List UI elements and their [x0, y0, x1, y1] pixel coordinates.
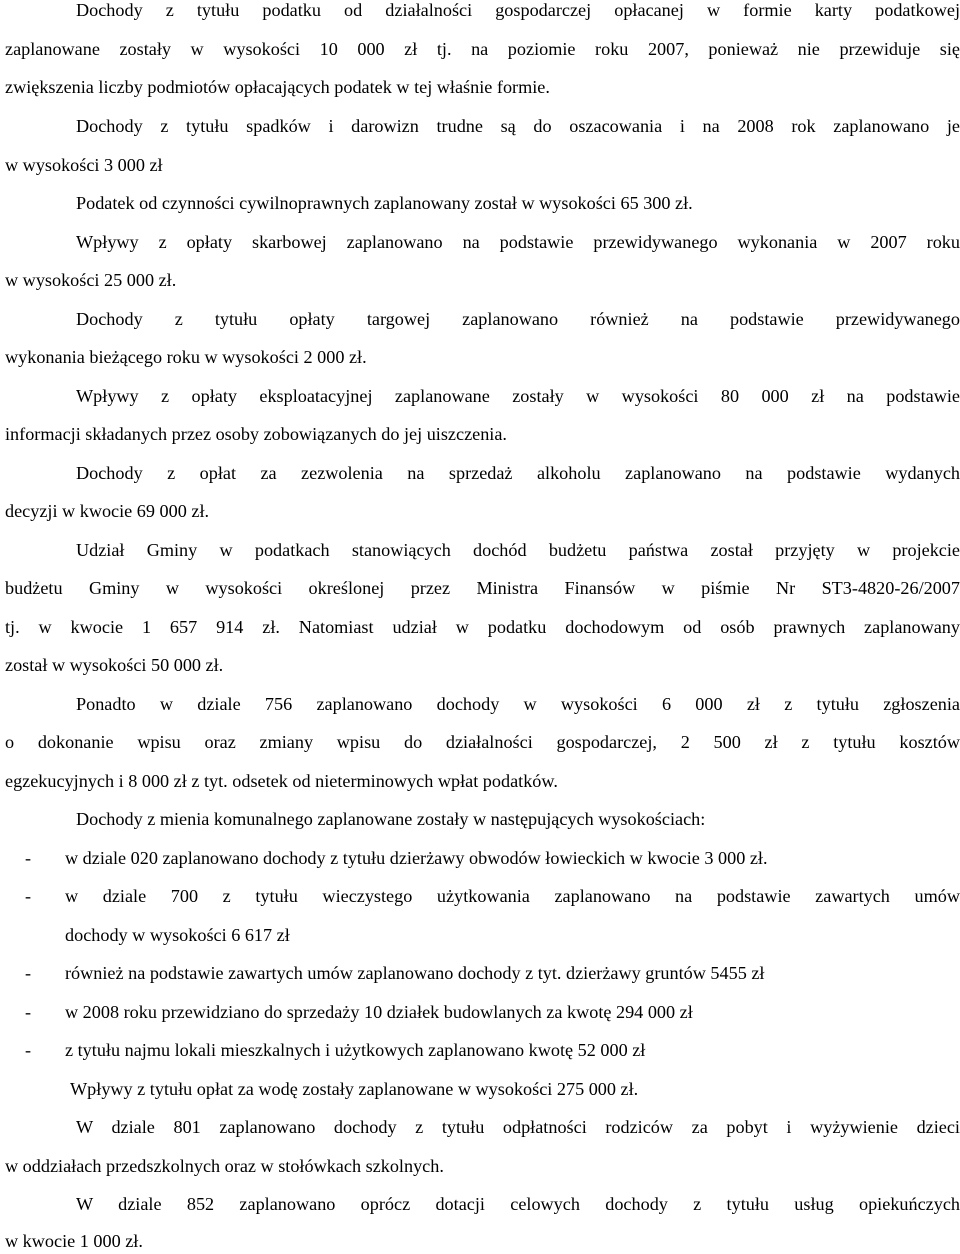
list-dash-marker: -: [25, 1002, 32, 1022]
list-item-text: z tytułu najmu lokali mieszkalnych i użytkowych zaplanowano kwotę 52 000 zł: [65, 1040, 646, 1060]
list-item-text: w 2008 roku przewidziano do sprzedaży 10 działek budowlanych za kwotę 294 000 zł: [65, 1002, 693, 1022]
text-line: egzekucyjnych i 8 000 zł z tyt. odsetek od nieterminowych wpłat podatków.: [5, 771, 558, 791]
text-line: decyzji w kwocie 69 000 zł.: [5, 501, 210, 521]
text-line: w kwocie 1 000 zł.: [5, 1231, 143, 1251]
text-line: Wpływy z tytułu opłat za wodę zostały zaplanowane w wysokości 275 000 zł.: [70, 1079, 639, 1099]
list-item-text: również na podstawie zawartych umów zaplanowano dochody z tyt. dzierżawy gruntów 5455 zł: [65, 963, 765, 983]
list-item-text: w dziale 700 z tytułu wieczystego użytkowania zaplanowano na podstawie zawartych umów: [65, 886, 960, 906]
text-line: został w wysokości 50 000 zł.: [5, 655, 224, 675]
text-line: Ponadto w dziale 756 zaplanowano dochody w wysokości 6 000 zł z tytułu zgłoszenia: [76, 694, 960, 714]
list-dash-marker: -: [25, 963, 32, 983]
text-line: Dochody z tytułu spadków i darowizn trudne są do oszacowania i na 2008 rok zaplanowano je: [76, 116, 960, 136]
text-line: informacji składanych przez osoby zobowiązanych do jej uiszczenia.: [5, 424, 507, 444]
text-line: Dochody z tytułu podatku od działalności gospodarczej opłacanej w formie karty podatkowej: [76, 0, 960, 20]
text-line: Dochody z tytułu opłaty targowej zaplanowano również na podstawie przewidywanego: [76, 309, 960, 329]
list-item-text: dochody w wysokości 6 617 zł: [65, 925, 290, 945]
text-line: Dochody z opłat za zezwolenia na sprzedaż alkoholu zaplanowano na podstawie wydanych: [76, 463, 960, 483]
text-line: w wysokości 3 000 zł: [5, 155, 163, 175]
text-line: zwiększenia liczby podmiotów opłacających podatek w tej właśnie formie.: [5, 77, 550, 97]
text-line: w oddziałach przedszkolnych oraz w stołówkach szkolnych.: [5, 1156, 444, 1176]
text-line: w wysokości 25 000 zł.: [5, 270, 177, 290]
text-line: Wpływy z opłaty eksploatacyjnej zaplanowane zostały w wysokości 80 000 zł na podstawie: [76, 386, 960, 406]
text-line: Udział Gminy w podatkach stanowiących dochód budżetu państwa został przyjęty w projekcie: [76, 540, 960, 560]
text-line: Wpływy z opłaty skarbowej zaplanowano na podstawie przewidywanego wykonania w 2007 roku: [76, 232, 960, 252]
list-dash-marker: -: [25, 1040, 32, 1060]
text-line: zaplanowane zostały w wysokości 10 000 zł tj. na poziomie roku 2007, ponieważ nie przewiduje się: [5, 39, 960, 59]
list-item-text: w dziale 020 zaplanowano dochody z tytułu dzierżawy obwodów łowieckich w kwocie 3 000 zł.: [65, 848, 768, 868]
list-dash-marker: -: [25, 886, 32, 906]
text-line: budżetu Gminy w wysokości określonej przez Ministra Finansów w piśmie Nr ST3-4820-26/2007: [5, 578, 960, 598]
text-line: tj. w kwocie 1 657 914 zł. Natomiast udział w podatku dochodowym od osób prawnych zaplanowany: [5, 617, 960, 637]
text-line: o dokonanie wpisu oraz zmiany wpisu do działalności gospodarczej, 2 500 zł z tytułu kosztów: [5, 732, 960, 752]
text-line: Dochody z mienia komunalnego zaplanowane zostały w następujących wysokościach:: [76, 809, 706, 829]
text-line: W dziale 852 zaplanowano oprócz dotacji celowych dochody z tytułu usług opiekuńczych: [76, 1194, 960, 1214]
text-line: Podatek od czynności cywilnoprawnych zaplanowany został w wysokości 65 300 zł.: [76, 193, 693, 213]
text-line: wykonania bieżącego roku w wysokości 2 000 zł.: [5, 347, 367, 367]
text-line: W dziale 801 zaplanowano dochody z tytułu odpłatności rodziców za pobyt i wyżywienie dzieci: [76, 1117, 960, 1137]
list-dash-marker: -: [25, 848, 32, 868]
